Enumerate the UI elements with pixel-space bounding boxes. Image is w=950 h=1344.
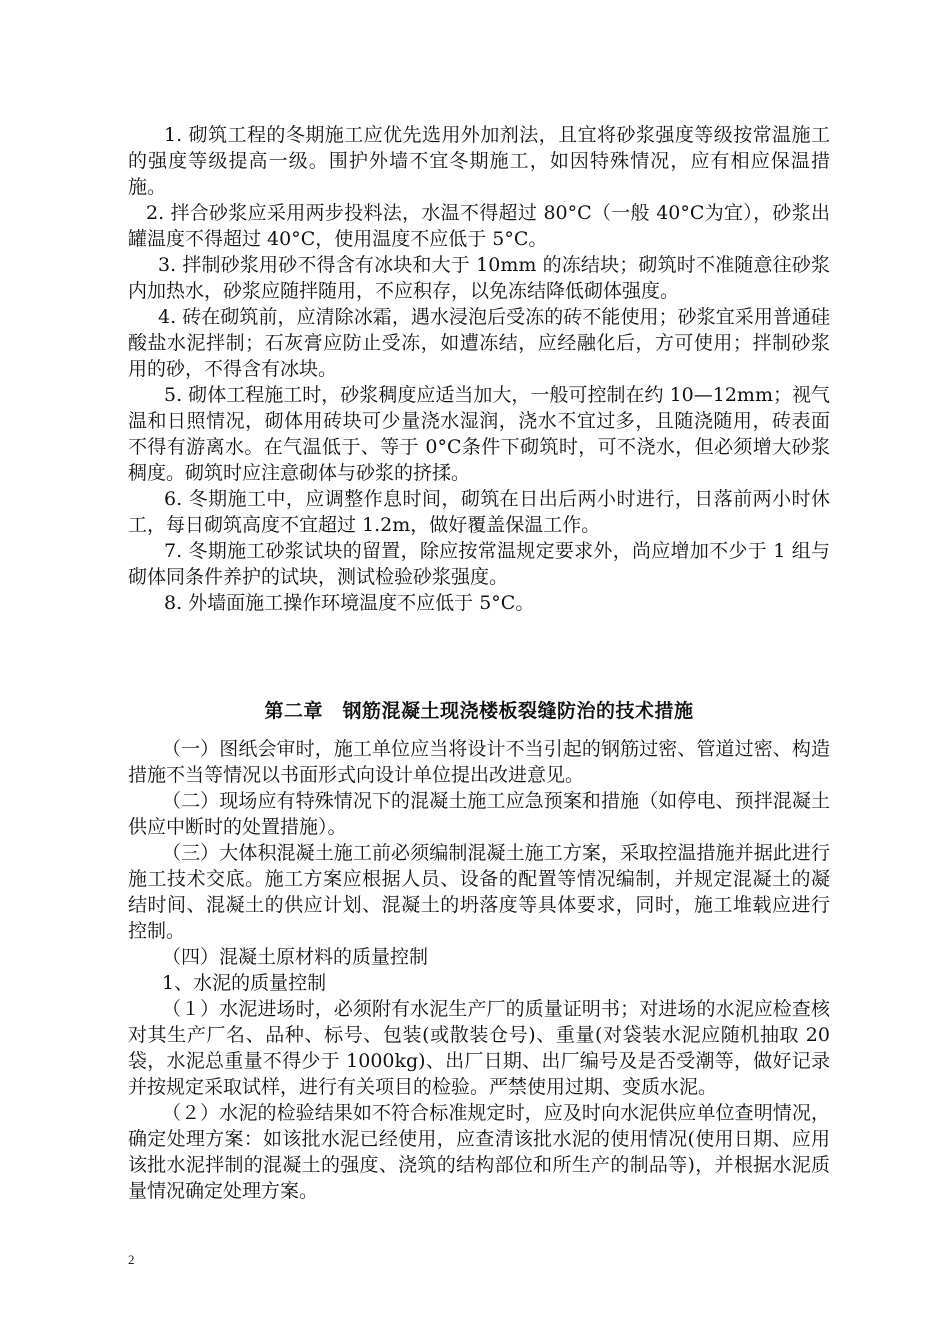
paragraph-10: （二）现场应有特殊情况下的混凝土施工应急预案和措施（如停电、预拌混凝土供应中断时的处置措施）。 (128, 790, 830, 838)
paragraph-3: 3. 拌制砂浆用砂不得含有冰块和大于 10mm 的冻结块；砌筑时不准随意往砂浆内加热水，砂浆应随拌随用，不应积存，以免冻结降低砌体强度。 (128, 254, 830, 302)
paragraph-12: （四）混凝土原材料的质量控制 (162, 946, 429, 968)
paragraph-15: （２）水泥的检验结果如不符合标准规定时，应及时向水泥供应单位查明情况，确定处理方案：如该批水泥已经使用，应查清该批水泥的使用情况(使用日期、应用该批水泥拌制的混凝土的强度、浇筑的结构部位和所生产的制品等)，并根据水泥质量情况确定处理方案。 (128, 1102, 830, 1202)
paragraph-4: 4. 砖在砌筑前，应清除冰霜，遇水浸泡后受冻的砖不能使用；砂浆宜采用普通硅酸盐水泥拌制；石灰膏应防止受冻，如遭冻结，应经融化后，方可使用；拌制砂浆用的砂，不得含有冰块。 (128, 306, 830, 380)
paragraph-11: （三）大体积混凝土施工前必须编制混凝土施工方案，采取控温措施并据此进行施工技术交底。施工方案应根据人员、设备的配置等情况编制，并规定混凝土的凝结时间、混凝土的供应计划、混凝土的坍落度等具体要求，同时，施工堆载应进行控制。 (128, 842, 830, 942)
paragraph-2: 2. 拌合砂浆应采用两步投料法，水温不得超过 80°C（一般 40°C为宜），砂浆出罐温度不得超过 40°C，使用温度不应低于 5°C。 (128, 202, 830, 250)
paragraph-9: （一）图纸会审时，施工单位应当将设计不当引起的钢筋过密、管道过密、构造措施不当等情况以书面形式向设计单位提出改进意见。 (128, 738, 830, 786)
page-content (128, 122, 830, 1204)
paragraph-6: 6. 冬期施工中，应调整作息时间，砌筑在日出后两小时进行，日落前两小时休工，每日砌筑高度不宜超过 1.2m，做好覆盖保温工作。 (128, 488, 830, 536)
paragraph-5: 5. 砌体工程施工时，砂浆稠度应适当加大，一般可控制在约 10—12mm；视气温和日照情况，砌体用砖块可少量浇水湿润，浇水不宜过多，且随浇随用，砖表面不得有游离水。在气温低于、等于 0°C条件下砌筑时，可不浇水，但必须增大砂浆稠度。砌筑时应注意砌体与砂浆的挤揉。 (128, 384, 830, 484)
paragraph-8: 8. 外墙面施工操作环境温度不应低于 5°C。 (164, 592, 535, 614)
chapter-title: 第二章 钢筋混凝土现浇楼板裂缝防治的技术措施 (264, 700, 694, 722)
page-number: 2 (128, 1252, 135, 1267)
paragraph-14: （１）水泥进场时，必须附有水泥生产厂的质量证明书；对进场的水泥应检查核对其生产厂名、品种、标号、包装(或散装仓号)、重量(对袋装水泥应随机抽取 20 袋，水泥总重量不得少于 1000kg)、出厂日期、出厂编号及是否受潮等，做好记录并按规定采取试样，进行有关项目的检验。严禁使用过期、变质水泥。 (128, 998, 830, 1098)
paragraph-13: 1、水泥的质量控制 (162, 972, 327, 994)
paragraph-7: 7. 冬期施工砂浆试块的留置，除应按常温规定要求外，尚应增加不少于 1 组与砌体同条件养护的试块，测试检验砂浆强度。 (128, 540, 830, 588)
paragraph-1: 1. 砌筑工程的冬期施工应优先选用外加剂法，且宜将砂浆强度等级按常温施工的强度等级提高一级。围护外墙不宜冬期施工，如因特殊情况，应有相应保温措施。 (128, 124, 830, 198)
